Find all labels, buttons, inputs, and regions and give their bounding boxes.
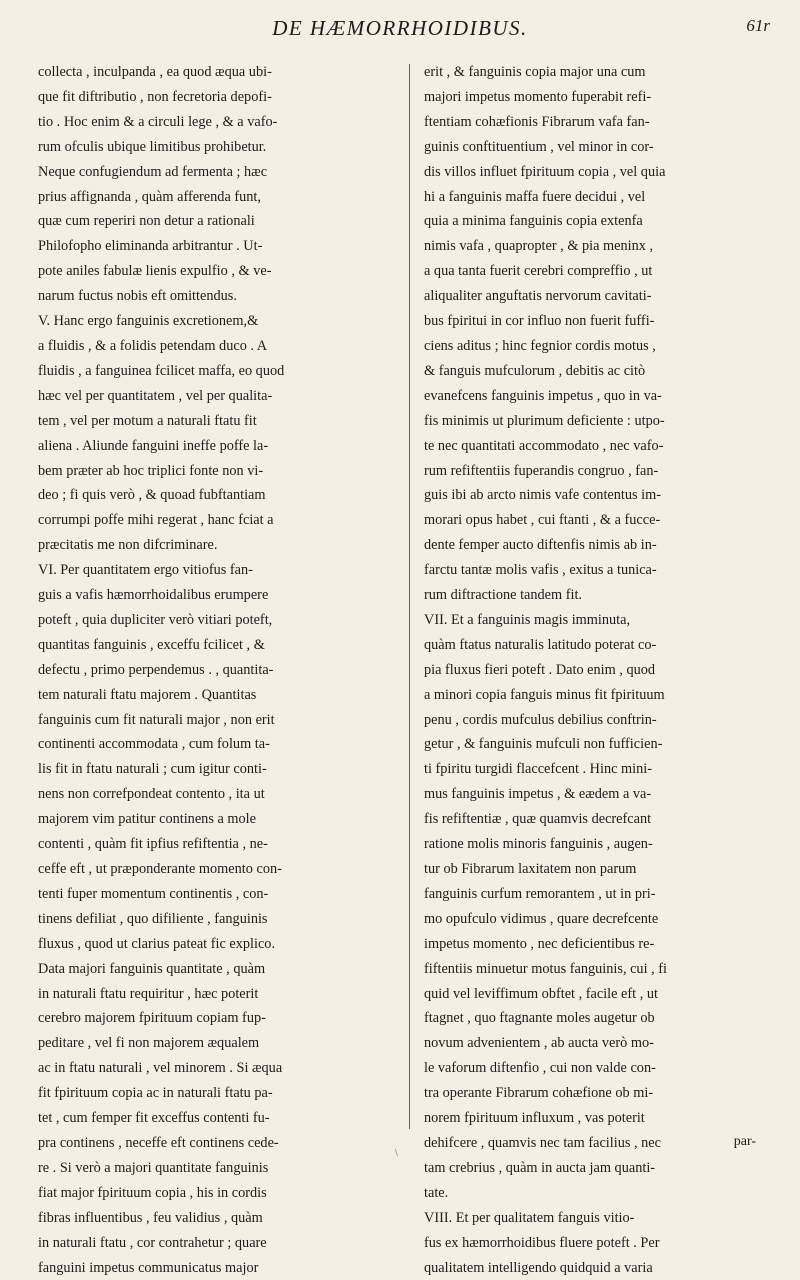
text-line: fanguini impetus communicatus major [38,1256,398,1280]
text-line: VIII. Et per qualitatem fanguis vitio- [424,1206,774,1231]
text-line: penu , cordis mufculus debilius conftrin- [424,708,774,733]
text-line: dehifcere , quamvis nec tam facilius , nec [424,1131,774,1156]
text-line: tur ob Fibrarum laxitatem non parum [424,857,774,882]
text-line: tem , vel per motum a naturali ftatu fit [38,409,398,434]
text-line: hi a fanguinis maffa fuere decidui , vel [424,185,774,210]
text-line: poteft , quia dupliciter verò vitiari poteft, [38,608,398,633]
text-line: evanefcens fanguinis impetus , quo in va- [424,384,774,409]
text-line: bem præter ab hoc triplici fonte non vi- [38,459,398,484]
text-line: pia fluxus fieri poteft . Dato enim , quod [424,658,774,683]
text-line: mus fanguinis impetus , & eædem a va- [424,782,774,807]
text-line: tate. [424,1181,774,1206]
text-line: VII. Et a fanguinis magis imminuta, [424,608,774,633]
text-line: qualitatem intelligendo quidquid a varia [424,1256,774,1280]
running-title: DE HÆMORRHOIDIBUS. [0,16,800,41]
text-line: tem naturali ftatu majorem . Quantitas [38,683,398,708]
text-line: fluxus , quod ut clarius pateat fic explico. [38,932,398,957]
column-divider [409,64,410,1129]
text-line: le vaforum diftenfio , cui non valde con- [424,1056,774,1081]
text-line: fiftentiis minuetur motus fanguinis, cui , fi [424,957,774,982]
text-line: prius affignanda , quàm afferenda funt, [38,185,398,210]
text-line: norem fpirituum influxum , vas poterit [424,1106,774,1131]
text-line: ftagnet , quo ftagnante moles augetur ob [424,1006,774,1031]
text-line: ratione molis minoris fanguinis , augen- [424,832,774,857]
page-header [0,10,800,44]
text-line: contenti , quàm fit ipfius refiftentia , ne- [38,832,398,857]
text-line: pote aniles fabulæ lienis expulfio , & ve- [38,259,398,284]
text-line: impetus momento , nec deficientibus re- [424,932,774,957]
text-line: & fanguis mufculorum , debitis ac citò [424,359,774,384]
text-line: collecta , inculpanda , ea quod æqua ubi- [38,60,398,85]
text-line: quàm ftatus naturalis latitudo poterat co- [424,633,774,658]
left-column [38,60,398,1280]
text-line: nimis vafa , quapropter , & pia meninx , [424,234,774,259]
text-line: bus fpiritui in cor influo non fuerit fuffi- [424,309,774,334]
text-line: re . Si verò a majori quantitate fanguinis [38,1156,398,1181]
text-line: aliena . Aliunde fanguini ineffe poffe la- [38,434,398,459]
text-line: tio . Hoc enim & a circuli lege , & a vafo- [38,110,398,135]
text-line: fis refiftentiæ , quæ quamvis decrefcant [424,807,774,832]
text-line: quia a minima fanguinis copia extenfa [424,209,774,234]
text-line: narum fuctus nobis eft omittendus. [38,284,398,309]
catchword: par- [734,1134,756,1150]
text-line: a minori copia fanguis minus fit fpirituum [424,683,774,708]
text-line: tenti fuper momentum continentis , con- [38,882,398,907]
text-line: fis minimis ut plurimum deficiente : utpo- [424,409,774,434]
text-line: morari opus habet , cui ftanti , & a fucce- [424,508,774,533]
text-line: quantitas fanguinis , exceffu fcilicet , & [38,633,398,658]
text-line: farctu tantæ molis vafis , exitus a tunica- [424,558,774,583]
text-line: defectu , primo perpendemus . , quantita- [38,658,398,683]
text-line: lis fit in ftatu naturali ; cum igitur conti- [38,757,398,782]
text-line: dis villos influet fpirituum copia , vel quia [424,160,774,185]
text-line: VI. Per quantitatem ergo vitiofus fan- [38,558,398,583]
text-line: fit fpirituum copia ac in naturali ftatu pa- [38,1081,398,1106]
text-line: tra operante Fibrarum cohæfione ob mi- [424,1081,774,1106]
text-line: rum ofculis ubique limitibus prohibetur. [38,135,398,160]
text-line: ceffe eft , ut præponderante momento con- [38,857,398,882]
printer-mark: \ [395,1148,398,1159]
text-line: quæ cum reperiri non detur a rationali [38,209,398,234]
text-line: ftentiam cohæfionis Fibrarum vafa fan- [424,110,774,135]
text-line: fibras influentibus , feu validius , quàm [38,1206,398,1231]
text-line: guinis conftituentium , vel minor in cor- [424,135,774,160]
text-line: Data majori fanguinis quantitate , quàm [38,957,398,982]
text-line: erit , & fanguinis copia major una cum [424,60,774,85]
text-line: hæc vel per quantitatem , vel per qualita- [38,384,398,409]
text-line: guis ibi ab arcto nimis vafe contentus im- [424,483,774,508]
text-line: in naturali ftatu , cor contrahetur ; quare [38,1231,398,1256]
text-line: Neque confugiendum ad fermenta ; hæc [38,160,398,185]
text-line: te nec quantitati accommodato , nec vafo- [424,434,774,459]
text-line: fiat major fpirituum copia , his in cordis [38,1181,398,1206]
text-line: a qua tanta fuerit cerebri compreffio , ut [424,259,774,284]
text-line: ti fpiritu turgidi flaccefcent . Hinc mini- [424,757,774,782]
text-line: ac in ftatu naturali , vel minorem . Si æqua [38,1056,398,1081]
text-line: ciens aditus ; hinc fegnior cordis motus , [424,334,774,359]
text-line: dente femper aucto diftenfis nimis ab in- [424,533,774,558]
text-line: mo opufculo vidimus , quare decrefcente [424,907,774,932]
right-column [424,60,774,1280]
text-line: Philofopho eliminanda arbitrantur . Ut- [38,234,398,259]
text-line: a fluidis , & a folidis petendam duco . A [38,334,398,359]
text-line: pra continens , neceffe eft continens cede- [38,1131,398,1156]
text-line: continenti accommodata , cum folum ta- [38,732,398,757]
text-line: fanguinis curfum remorantem , ut in pri- [424,882,774,907]
text-line: getur , & fanguinis mufculi non fufficien- [424,732,774,757]
text-line: fus ex hæmorrhoidibus fluere poteft . Per [424,1231,774,1256]
text-line: quid vel leviffimum obftet , facile eft , ut [424,982,774,1007]
text-line: præcitatis me non difcriminare. [38,533,398,558]
text-line: rum refiftentiis fuperandis congruo , fan- [424,459,774,484]
text-line: peditare , vel fi non majorem æqualem [38,1031,398,1056]
text-line: deo ; fi quis verò , & quoad fubftantiam [38,483,398,508]
text-line: fluidis , a fanguinea fcilicet maffa, eo quod [38,359,398,384]
text-line: fanguinis cum fit naturali major , non erit [38,708,398,733]
text-line: tinens defiliat , quo difiliente , fanguinis [38,907,398,932]
text-line: guis a vafis hæmorrhoidalibus erumpere [38,583,398,608]
text-line: nens non correfpondeat contento , ita ut [38,782,398,807]
text-line: tet , cum femper fit exceffus contenti fu- [38,1106,398,1131]
text-line: que fit diftributio , non fecretoria depofi- [38,85,398,110]
text-line: aliqualiter anguftatis nervorum cavitati- [424,284,774,309]
text-line: in naturali ftatu requiritur , hæc poterit [38,982,398,1007]
page-number: 61r [746,16,770,36]
text-line: majorem vim patitur continens a mole [38,807,398,832]
text-line: novum advenientem , ab aucta verò mo- [424,1031,774,1056]
text-line: majori impetus momento fuperabit refi- [424,85,774,110]
text-line: corrumpi poffe mihi regerat , hanc fciat a [38,508,398,533]
text-line: V. Hanc ergo fanguinis excretionem,& [38,309,398,334]
text-line: tam crebrius , quàm in aucta jam quanti- [424,1156,774,1181]
text-line: cerebro majorem fpirituum copiam fup- [38,1006,398,1031]
text-line: rum diftractione tandem fit. [424,583,774,608]
